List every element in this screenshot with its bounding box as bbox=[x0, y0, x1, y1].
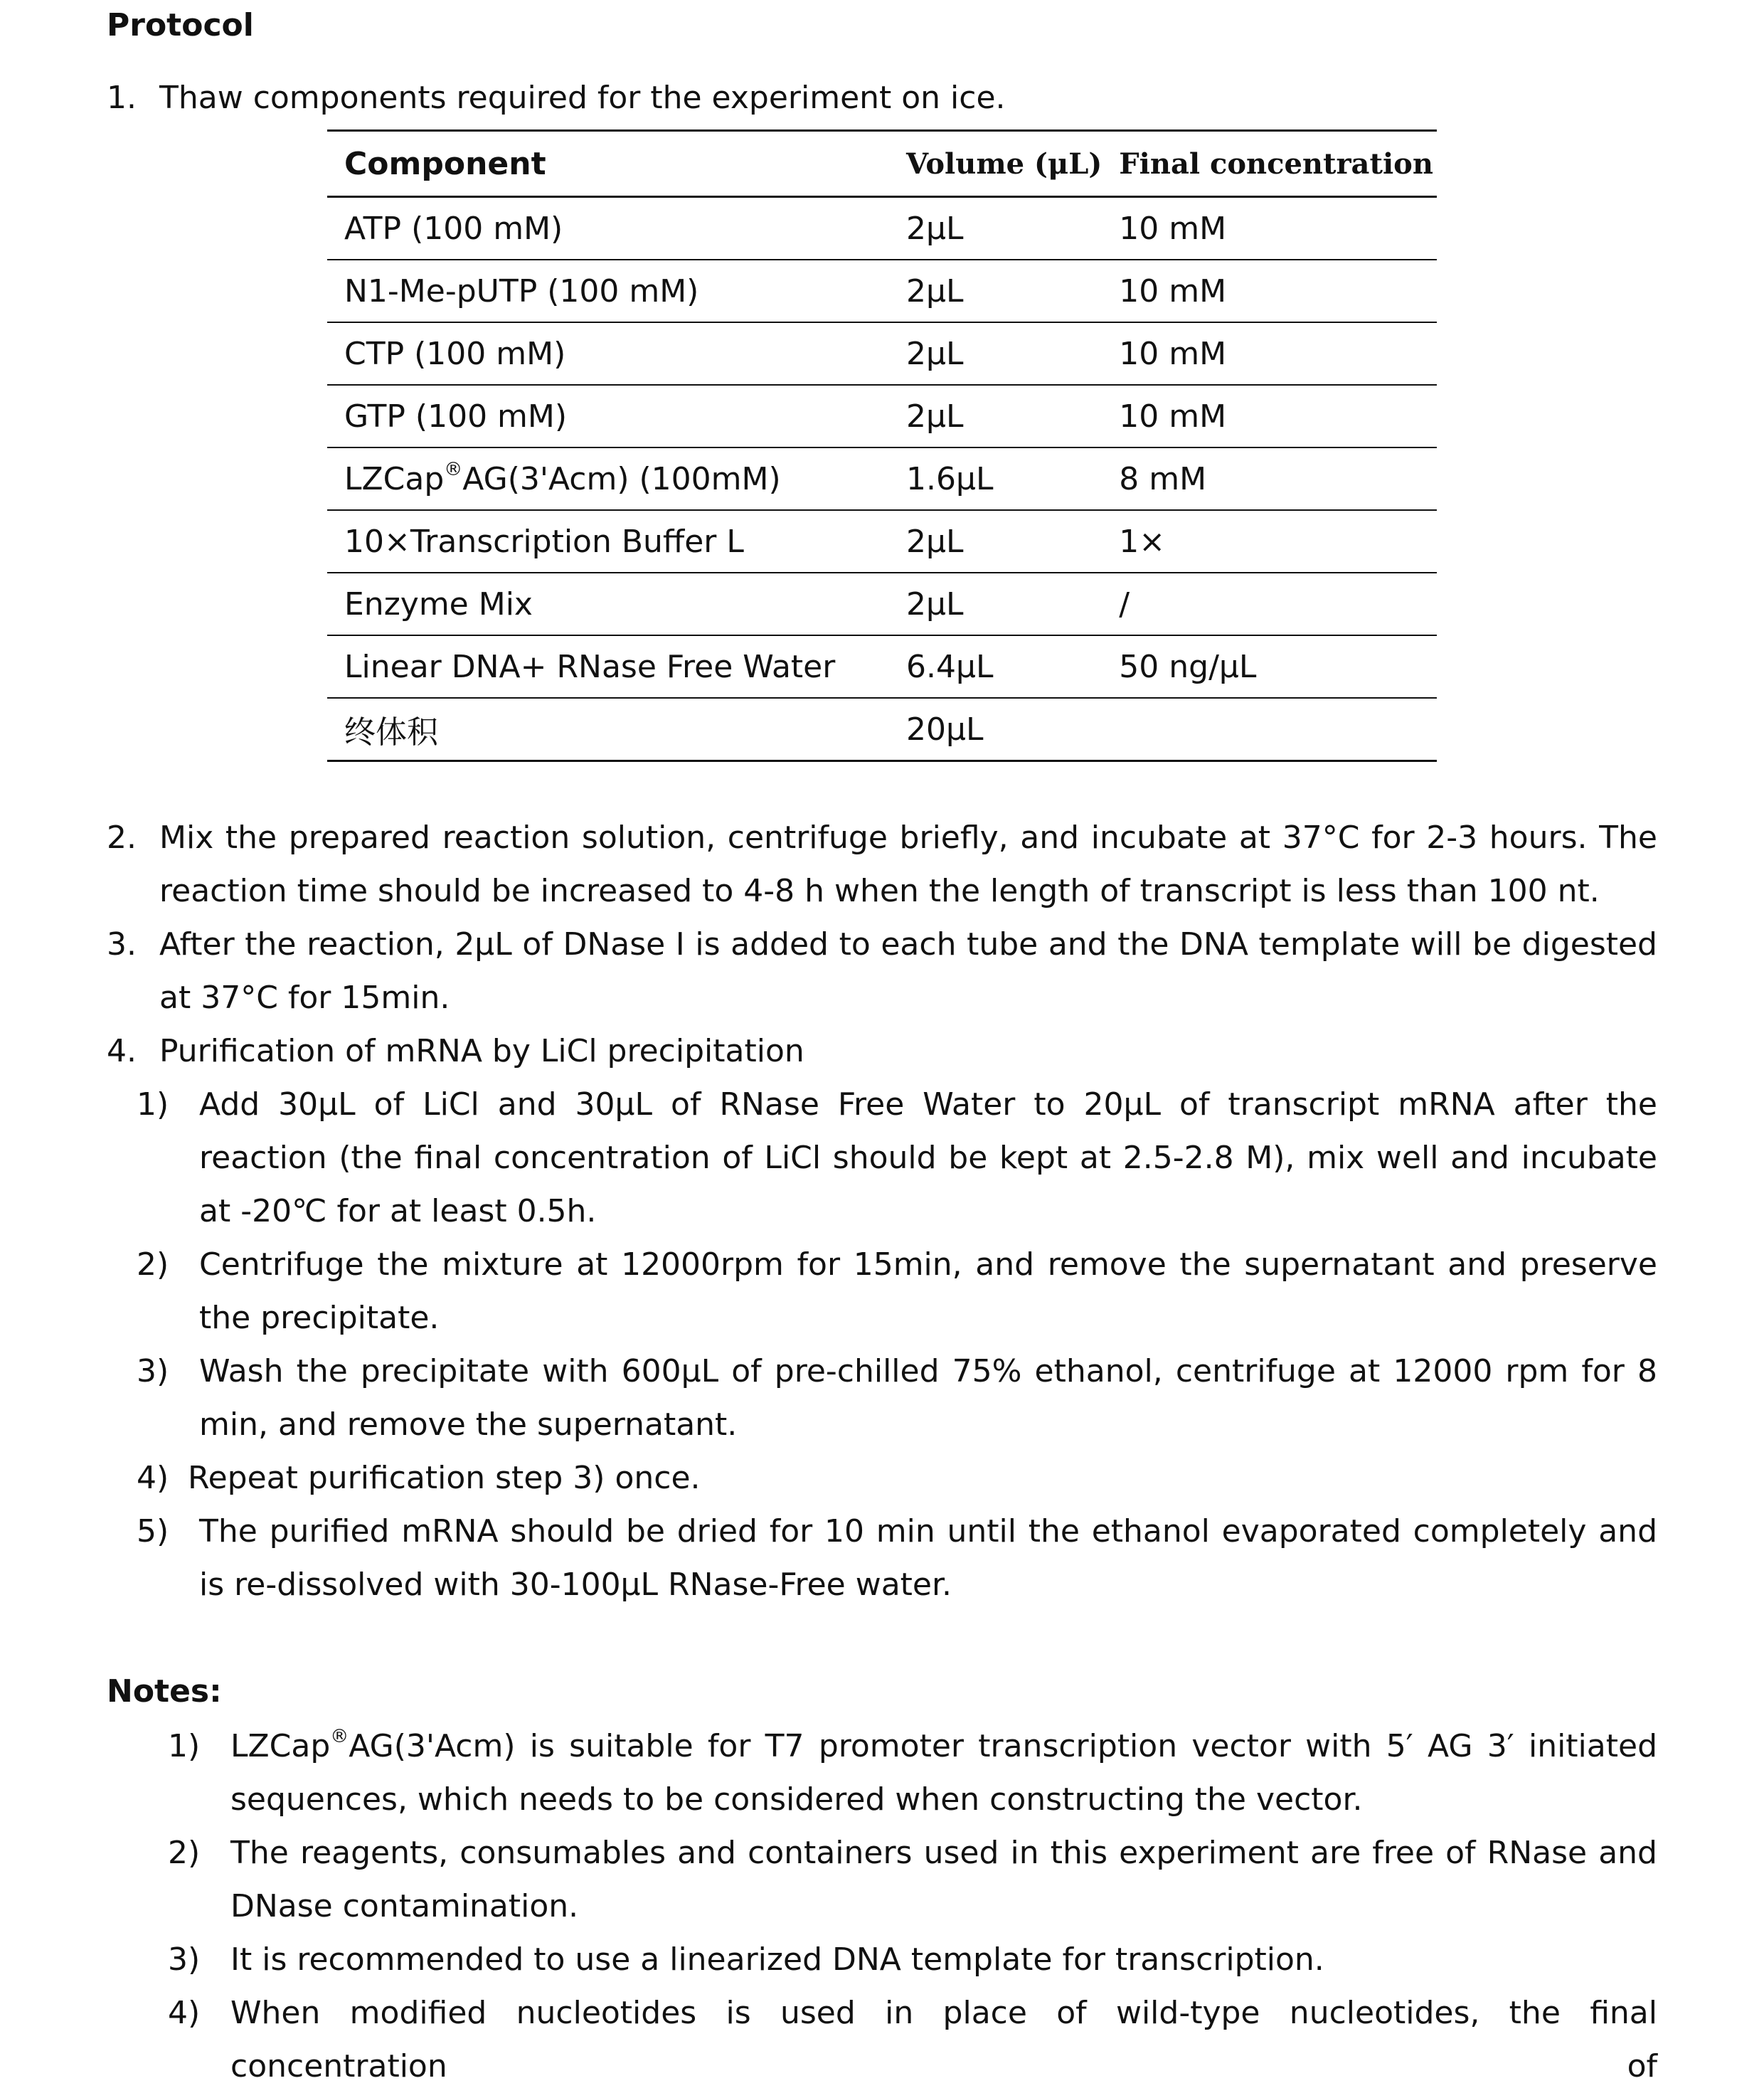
substep-number: 3) bbox=[137, 1353, 169, 1389]
substep-2 bbox=[137, 1238, 1657, 1345]
step-3 bbox=[107, 918, 1657, 1024]
cell-volume: 6.4μL bbox=[889, 635, 1102, 698]
cell-volume: 20μL bbox=[889, 698, 1102, 761]
substep-text: Wash the precipitate with 600μL of pre-chilled 75% ethanol, centrifuge at 12000 rpm for 8 min, and remove the supernatant. bbox=[199, 1353, 1657, 1443]
cell-volume: 2μL bbox=[889, 573, 1102, 635]
cell-volume: 2μL bbox=[889, 322, 1102, 385]
cell-final: 8 mM bbox=[1102, 447, 1437, 510]
registered-mark: ® bbox=[330, 1726, 349, 1748]
step-1 bbox=[107, 71, 1657, 124]
note-text: The reagents, consumables and containers used in this experiment are free of RNase and DNase contamination. bbox=[230, 1835, 1657, 1924]
cell-final: 1× bbox=[1102, 510, 1437, 573]
substep-3 bbox=[137, 1345, 1657, 1451]
substep-number: 1) bbox=[137, 1086, 169, 1123]
cell-volume: 1.6μL bbox=[889, 447, 1102, 510]
note-number: 1) bbox=[168, 1728, 201, 1764]
substep-text: Add 30μL of LiCl and 30μL of RNase Free Water to 20μL of transcript mRNA after the reaction (the final concentration of LiCl should be kept at 2.5-2.8 M), mix well and incubate at -20℃ for at least 0.5h. bbox=[199, 1086, 1657, 1229]
note-prefix: LZCap bbox=[230, 1728, 331, 1764]
note-4 bbox=[168, 1986, 1657, 2084]
step-text: After the reaction, 2μL of DNase I is added to each tube and the DNA template will be digested at 37°C for 15min. bbox=[159, 926, 1657, 1016]
cell-volume: 2μL bbox=[889, 510, 1102, 573]
component-name-prefix: LZCap bbox=[344, 460, 445, 497]
notes-heading: Notes: bbox=[107, 1673, 222, 1710]
cell-volume: 2μL bbox=[889, 385, 1102, 447]
table-row bbox=[327, 385, 1437, 447]
substep-5 bbox=[137, 1505, 1657, 1611]
note-number: 2) bbox=[168, 1835, 201, 1871]
note-2 bbox=[168, 1826, 1657, 1933]
cell-component: 10×Transcription Buffer L bbox=[327, 510, 889, 573]
cell-component bbox=[327, 447, 889, 510]
cell-component: Enzyme Mix bbox=[327, 573, 889, 635]
cell-component: CTP (100 mM) bbox=[327, 322, 889, 385]
note-text bbox=[230, 1720, 1657, 1826]
header-volume: Volume (μL) bbox=[889, 131, 1102, 197]
substep-1 bbox=[137, 1078, 1657, 1238]
step-number: 2. bbox=[107, 820, 137, 856]
cell-final: 10 mM bbox=[1102, 322, 1437, 385]
header-component: Component bbox=[327, 131, 889, 197]
cell-component: Linear DNA+ RNase Free Water bbox=[327, 635, 889, 698]
table-row bbox=[327, 573, 1437, 635]
table-row bbox=[327, 635, 1437, 698]
note-3 bbox=[168, 1933, 1657, 1986]
cell-component: N1-Me-pUTP (100 mM) bbox=[327, 260, 889, 322]
table-row bbox=[327, 447, 1437, 510]
cell-final: 50 ng/μL bbox=[1102, 635, 1437, 698]
note-number: 4) bbox=[168, 1995, 201, 2031]
step-number: 1. bbox=[107, 80, 137, 116]
cell-component: ATP (100 mM) bbox=[327, 197, 889, 260]
table-row bbox=[327, 322, 1437, 385]
step-2 bbox=[107, 811, 1657, 918]
cell-component: 终体积 bbox=[327, 698, 889, 761]
step-number: 3. bbox=[107, 926, 137, 963]
substep-number: 4) bbox=[137, 1460, 169, 1496]
step-number: 4. bbox=[107, 1033, 137, 1069]
step-text: Purification of mRNA by LiCl precipitation bbox=[159, 1033, 804, 1069]
table-row bbox=[327, 510, 1437, 573]
cell-component: GTP (100 mM) bbox=[327, 385, 889, 447]
table-header-row bbox=[327, 131, 1437, 197]
header-final-concentration: Final concentration bbox=[1102, 131, 1437, 197]
table-row bbox=[327, 260, 1437, 322]
note-text: When modified nucleotides is used in place of wild-type nucleotides, the final concentration of bbox=[230, 1995, 1657, 2084]
note-body: AG(3'Acm) is suitable for T7 promoter transcription vector with 5′ AG 3′ initiated sequences, which needs to be considered when constructing the vector. bbox=[230, 1728, 1657, 1818]
cell-final: 10 mM bbox=[1102, 197, 1437, 260]
step-4 bbox=[107, 1024, 1657, 1078]
cell-volume: 2μL bbox=[889, 197, 1102, 260]
substep-4 bbox=[137, 1451, 1657, 1505]
substep-number: 2) bbox=[137, 1246, 169, 1283]
registered-mark: ® bbox=[444, 458, 463, 480]
components-table bbox=[327, 129, 1437, 762]
cell-final: / bbox=[1102, 573, 1437, 635]
note-number: 3) bbox=[168, 1941, 201, 1978]
table-row bbox=[327, 698, 1437, 761]
cell-volume: 2μL bbox=[889, 260, 1102, 322]
substep-text: Repeat purification step 3) once. bbox=[188, 1460, 701, 1496]
substep-number: 5) bbox=[137, 1513, 169, 1549]
substep-text: Centrifuge the mixture at 12000rpm for 15min, and remove the supernatant and preserve the precipitate. bbox=[199, 1246, 1657, 1336]
cell-final: 10 mM bbox=[1102, 260, 1437, 322]
cell-final bbox=[1102, 698, 1437, 761]
step-text: Mix the prepared reaction solution, centrifuge briefly, and incubate at 37°C for 2-3 hours. The reaction time should be increased to 4-8 h when the length of transcript is less than 100 nt. bbox=[159, 820, 1657, 909]
cell-final: 10 mM bbox=[1102, 385, 1437, 447]
component-name-suffix: AG(3'Acm) (100mM) bbox=[462, 460, 781, 497]
protocol-heading: Protocol bbox=[107, 7, 254, 43]
note-text: It is recommended to use a linearized DNA template for transcription. bbox=[230, 1941, 1324, 1978]
substep-text: The purified mRNA should be dried for 10 min until the ethanol evaporated completely and is re-dissolved with 30-100μL RNase-Free water. bbox=[199, 1513, 1657, 1603]
step-text: Thaw components required for the experiment on ice. bbox=[159, 80, 1006, 116]
table-row bbox=[327, 197, 1437, 260]
note-1 bbox=[168, 1720, 1657, 1826]
